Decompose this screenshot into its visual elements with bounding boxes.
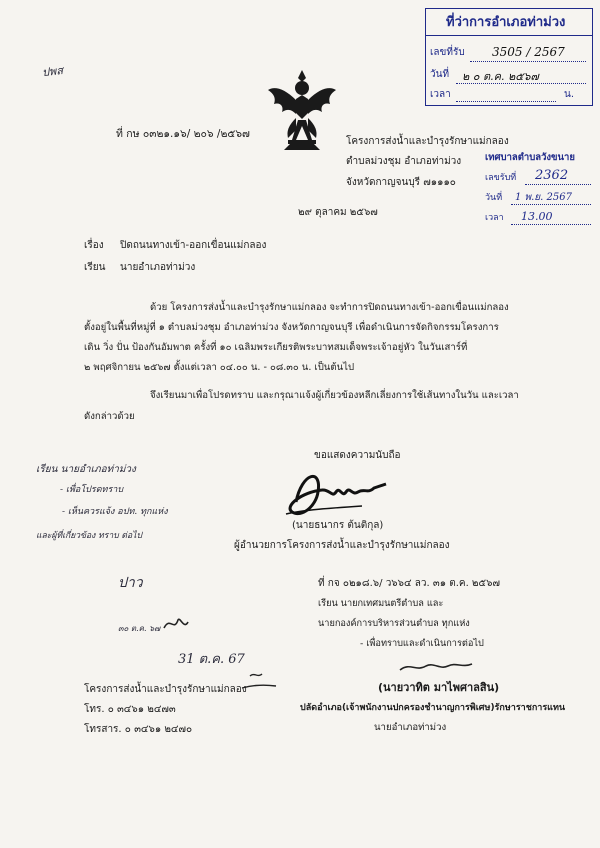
municipal-stamp-office: เทศบาลตำบลวังขนาย <box>485 152 575 163</box>
subject-text: ปิดถนนทางเข้า-ออกเขื่อนแม่กลอง <box>120 240 267 251</box>
municipal-stamp-number: 2362 <box>535 168 569 183</box>
handwritten-initial: ปาว <box>118 575 143 591</box>
footer-fax: โทรสาร. ๐ ๓๔๖๑ ๒๔๗๐ <box>84 724 193 735</box>
footer-tel: โทร. ๐ ๓๔๖๑ ๒๔๗๓ <box>84 704 176 715</box>
receive-stamp-number-label: เลขที่รับ <box>430 47 465 58</box>
endorse-title-2: นายอำเภอท่าม่วง <box>374 722 447 733</box>
sender-line-3: จังหวัดกาญจนบุรี ๗๑๑๑๐ <box>346 177 456 188</box>
municipal-stamp-date: 1 พ.ย. 2567 <box>515 192 572 203</box>
endorse-name: (นายวาทิต มาไพศาลสิน) <box>378 681 500 694</box>
handwritten-note-2: - เพื่อโปรดทราบ <box>60 485 124 495</box>
municipal-stamp-date-label: วันที่ <box>485 193 503 203</box>
handwritten-date-1: ๓๐ ต.ค. ๖๗ <box>118 624 161 633</box>
signer-title: ผู้อำนวยการโครงการส่งน้ำและบำรุงรักษาแม่กลอง <box>234 540 450 551</box>
endorse-number: ที่ กจ ๐๒๑๘.๖/ ว๖๖๔ ลว. ๓๑ ต.ค. ๒๕๖๗ <box>318 578 500 589</box>
receive-stamp-office: ที่ว่าการอำเภอท่าม่วง <box>446 15 566 30</box>
document-date: ๒๙ ตุลาคม ๒๕๖๗ <box>298 207 378 218</box>
body-1-line-2: ตั้งอยู่ในพื้นที่หมู่ที่ ๑ ตำบลม่วงชุม อำเภอท่าม่วง จังหวัดกาญจนบุรี เพื่อดำเนินการจัดกิจกรรมโครงการ <box>84 322 499 333</box>
document-number: ที่ กษ ๐๓๒๑.๑๖/ ๒๐๖ /๒๕๖๗ <box>116 128 250 140</box>
municipal-stamp-number-label: เลขรับที่ <box>485 173 517 183</box>
garuda-emblem-icon <box>266 68 338 150</box>
handwritten-note-3: - เห็นควรแจ้ง อปท. ทุกแห่ง <box>62 507 168 517</box>
body-2-line-2: ดังกล่าวด้วย <box>84 411 135 422</box>
body-1-line-3: เดิน วิ่ง ปั่น ป้องกันอัมพาต ครั้งที่ ๑๐ เฉลิมพระเกียรติพระบาทสมเด็จพระเจ้าอยู่หัว ในวันเสาร์ที่ <box>84 342 468 353</box>
receive-stamp-time-unit: น. <box>564 89 575 100</box>
receive-stamp-number: 3505 / 2567 <box>492 45 565 59</box>
endorse-purpose: - เพื่อทราบและดำเนินการต่อไป <box>360 638 484 649</box>
footer-handwritten-mark <box>240 668 280 696</box>
closing: ขอแสดงความนับถือ <box>314 450 401 461</box>
municipal-receive-stamp <box>485 150 593 230</box>
subject-label: เรื่อง <box>84 240 104 251</box>
municipal-stamp-time-label: เวลา <box>485 213 504 223</box>
sender-line-2: ตำบลม่วงชุม อำเภอท่าม่วง <box>346 156 462 167</box>
to-text: นายอำเภอท่าม่วง <box>120 262 196 273</box>
handwritten-note-1: เรียน นายอำเภอท่าม่วง <box>36 464 136 475</box>
endorse-title-1: ปลัดอำเภอ(เจ้าพนักงานปกครองชำนาญการพิเศษ)รักษาราชการแทน <box>300 703 566 713</box>
body-2-line-1: จึงเรียนมาเพื่อโปรดทราบ และกรุณาแจ้งผู้เกี่ยวข้องหลีกเลี่ยงการใช้เส้นทางในวัน และเวลา <box>150 390 519 401</box>
to-label: เรียน <box>84 262 106 273</box>
handwritten-note-4: และผู้ที่เกี่ยวข้อง ทราบ ต่อไป <box>36 531 142 541</box>
receive-stamp <box>425 8 593 106</box>
receive-stamp-date-label: วันที่ <box>430 69 450 80</box>
body-1-line-1: ด้วย โครงการส่งน้ำและบำรุงรักษาแม่กลอง จะทำการปิดถนนทางเข้า-ออกเขื่อนแม่กลอง <box>150 302 509 313</box>
margin-handwritten-note: ปพส <box>41 63 64 80</box>
endorse-to-2: นายกองค์การบริหารส่วนตำบล ทุกแห่ง <box>318 618 470 629</box>
handwritten-date-2: 31 ต.ค. 67 <box>178 652 245 667</box>
footer-office: โครงการส่งน้ำและบำรุงรักษาแม่กลอง <box>84 684 247 695</box>
municipal-stamp-time: 13.00 <box>521 210 553 223</box>
receive-stamp-date: ๒ ๐ ต.ค. ๒๕๖๗ <box>462 70 539 83</box>
signature-deputy <box>396 656 476 678</box>
signer-name: (นายธนากร ต้นติกุล) <box>292 520 384 531</box>
body-1-line-4: ๒ พฤศจิกายน ๒๕๖๗ ตั้งแต่เวลา ๐๔.๐๐ น. - ๐๘.๓๐ น. เป็นต้นไป <box>84 362 355 373</box>
sender-line-1: โครงการส่งน้ำและบำรุงรักษาแม่กลอง <box>346 136 509 147</box>
endorse-to-1: เรียน นายกเทศมนตรีตำบล และ <box>318 598 444 609</box>
signature-director <box>282 462 392 522</box>
receive-stamp-time-label: เวลา <box>430 89 451 100</box>
handwritten-initial-mark <box>160 612 190 636</box>
